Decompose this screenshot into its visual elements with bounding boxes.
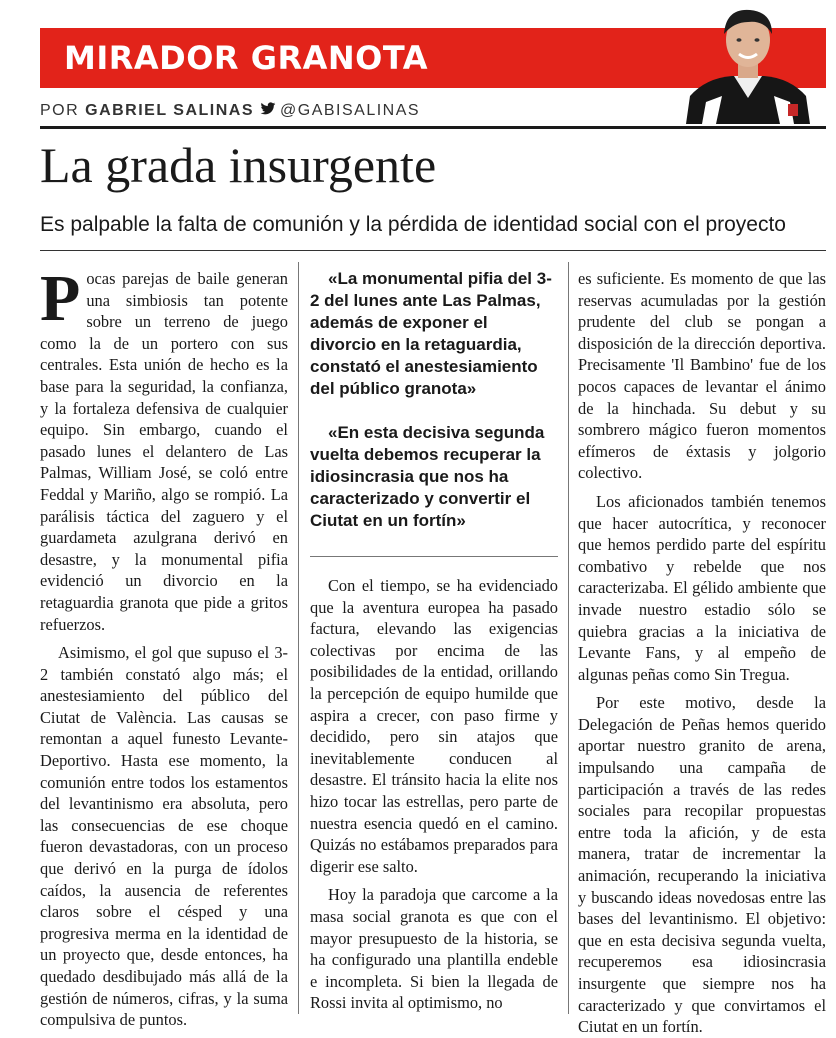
twitter-handle[interactable]: @GABISALINAS xyxy=(280,102,421,119)
article-paragraph: Hoy la paradoja que carcome a la masa social granota es que con el mayor presupuesto de la historia, se ha configurado una plantilla endeble e incompleta. Si bien la llegada de Rossi invita al optimismo, no xyxy=(310,885,558,1013)
article-paragraph: Los aficionados también tenemos que hacer autocrítica, y reconocer que hemos perdido parte del espíritu combativo y rebelde que nos caracterizaba. El gélido ambiente que invade nuestro estadio sólo se quiebra gracias a la iniciativa de Levante Fans, y al empeño de algunas peñas como Sin Tregua. xyxy=(578,491,826,684)
section-title: MIRADOR GRANOTA xyxy=(64,39,428,77)
subhead-rule xyxy=(40,250,826,251)
article-paragraph xyxy=(40,262,288,635)
pull-quote: «La monumental pifia del 3-2 del lunes ante Las Palmas, además de exponer el divorcio en la retaguardia, constató el anestesiamiento del público granota» xyxy=(310,269,552,398)
pull-quote-rule xyxy=(310,556,558,557)
article-paragraph: Asimismo, el gol que supuso el 3-2 también constató algo más; el anestesiamiento del público del Ciutat de València. Las causas se remontan a aquel funesto Levante-Deportivo. Hasta ese momento, la comunión entre todos los estamentos del levantinismo era absoluta, pero las consecuencias de ese choque fueron devastadoras, con un proceso que derivó en la purga de ídolos caídos, la ausencia de referentes claros sobre el césped y una progresiva merma en la identidad de un proyecto que, desde entonces, ha quedado desdibujado más allá de la gestión de números, cifras, y la suma compulsiva de puntos. xyxy=(40,643,288,1030)
author-name: GABRIEL SALINAS xyxy=(85,102,255,119)
header-rule xyxy=(40,126,826,129)
byline xyxy=(40,100,420,122)
byline-prefix: POR xyxy=(40,102,80,119)
article-paragraph: Por este motivo, desde la Delegación de Peñas hemos querido aportar nuestro granito de arena, impulsando una campaña de participación a través de las redes sociales para recopilar propuestas entre toda la afición, y de esta manera, tratar de incrementar la animación, recuperando la iniciativa y buscando ideas novedosas entre las bases del levantinismo. El objetivo: que en esta decisiva segunda vuelta, recuperemos esa idiosincrasia insurgente que siempre nos ha caracterizado y que convirtamos el Ciutat en un fortín. xyxy=(578,693,826,1037)
twitter-bird-icon xyxy=(260,102,276,116)
article-column-1 xyxy=(40,262,288,1030)
article-paragraph: Con el tiempo, se ha evidenciado que la aventura europea ha pasado factura, elevando las exigencias colectivas por encima de las posibilidades de la entidad, orillando la percepción de equipo humilde que aspira a crecer, con paso firme y decidido, pero sin atajos que inevitablemente conducen al desastre. El tránsito hacia la elite nos hizo tocar las estrellas, pero parte de nuestra esencia quedó en el camino. Quizás no estábamos preparados para digerir ese salto. xyxy=(310,576,558,876)
article-paragraph: es suficiente. Es momento de que las reservas acumuladas por la gestión prudente del club se pongan a disposición de la dirección deportiva. Precisamente 'Il Bambino' fue de los pocos capaces de levantar el ánimo de la hinchada. Su debut y su sombrero mágico fueron momentos efímeros de éxtasis y jolgorio colectivo. xyxy=(578,269,826,483)
author-photo xyxy=(676,4,820,124)
column-divider xyxy=(568,262,569,1014)
subhead: Es palpable la falta de comunión y la pérdida de identidad social con el proyecto xyxy=(40,213,786,236)
paragraph-text: ocas parejas de baile generan una simbiosis tan potente sobre un terreno de juego como la de un portero con sus centrales. Esta unión de hecho es la base para la seguridad, la confianza, y la fortaleza defensiva de cualquier equipo. Sin embargo, cuando el pasado lunes el delantero de Las Palmas, William José, se coló entre Feddal y Mariño, algo se rompió. La parálisis táctica del zaguero y el guardameta azulgrana derivó en desastre, y la monumental pifia evidenció un divorcio en la retaguardia granota que pide a gritos refuerzos. xyxy=(40,269,288,634)
article-column-2 xyxy=(310,268,558,1018)
pull-quote: «En esta decisiva segunda vuelta debemos recuperar la idiosincrasia que nos ha caracterizado y convertir el Ciutat en un fortín» xyxy=(310,423,545,530)
column-divider xyxy=(298,262,299,1014)
article-column-3 xyxy=(578,268,826,1037)
headline: La grada insurgente xyxy=(40,137,437,193)
dropcap: P xyxy=(40,262,81,335)
